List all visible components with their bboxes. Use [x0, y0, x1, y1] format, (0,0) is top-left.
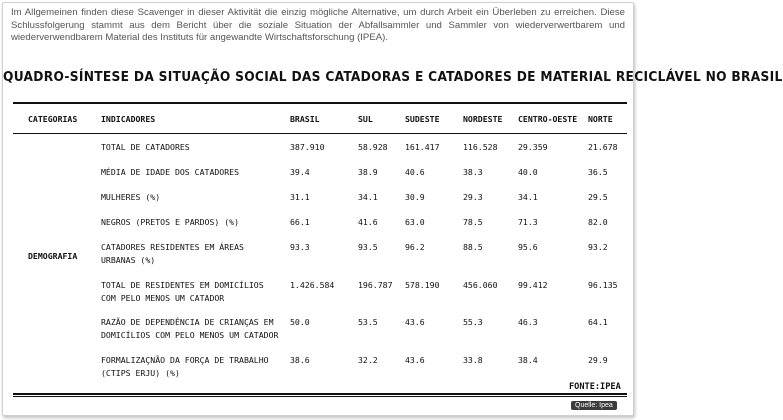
value-cell: 66.1: [290, 217, 310, 227]
value-cell: 39.4: [290, 167, 310, 177]
source-note: FONTE:IPEA: [569, 382, 621, 392]
indicator-label: [101, 354, 269, 380]
indicator-line: NEGROS (PRETOS E PARDOS) (%): [101, 217, 240, 227]
indicator-line: RAZÃO DE DEPENDÊNCIA DE CRIANÇAS EM: [101, 317, 274, 327]
value-cell: 29.359: [518, 142, 548, 152]
value-cell: 78.5: [463, 217, 483, 227]
table-bottom-rule-thin: [13, 396, 627, 397]
value-cell: 88.5: [463, 242, 483, 252]
value-cell: 36.5: [588, 167, 608, 177]
intro-paragraph: Im Allgemeinen finden diese Scavenger in dieser Aktivität die einzig mögliche Alternative, um durch Arbeit ein Überleben zu erreichen. Diese Schlussfolgerung stammt aus dem Bericht über die soziale Situation der Abfallsammler und Sammler von wiederverwertbarem und wiederverwendbarem Material des Instituts für angewandte Wirtschaftsforschung (IPEA).: [11, 7, 625, 44]
value-cell: 40.0: [518, 167, 538, 177]
value-cell: 41.6: [358, 217, 378, 227]
header-sudeste: SUDESTE: [405, 114, 440, 124]
header-indicadores: INDICADORES: [101, 114, 156, 124]
value-cell: 50.0: [290, 317, 310, 327]
value-cell: 196.787: [358, 280, 393, 290]
header-categorias: CATEGORIAS: [28, 114, 78, 124]
value-cell: 38.3: [463, 167, 483, 177]
value-cell: 38.9: [358, 167, 378, 177]
value-cell: 82.0: [588, 217, 608, 227]
indicator-label: [101, 241, 244, 267]
value-cell: 96.2: [405, 242, 425, 252]
value-cell: 29.5: [588, 192, 608, 202]
indicator-line: DOMICÍLIOS COM PELO MENOS UM CATADOR: [101, 330, 279, 340]
value-cell: 96.135: [588, 280, 618, 290]
indicator-line: (CTIPS ERJU) (%): [101, 368, 180, 378]
indicator-label: [101, 166, 239, 179]
value-cell: 99.412: [518, 280, 548, 290]
value-cell: 578.190: [405, 280, 440, 290]
value-cell: 29.9: [588, 355, 608, 365]
value-cell: 456.060: [463, 280, 498, 290]
value-cell: 387.910: [290, 142, 325, 152]
value-cell: 34.1: [358, 192, 378, 202]
indicator-line: COM PELO MENOS UM CATADOR: [101, 293, 225, 303]
value-cell: 46.3: [518, 317, 538, 327]
table-bottom-rule: [13, 393, 627, 395]
table-title: QUADRO-SÍNTESE DA SITUAÇÃO SOCIAL DAS CATADORAS E CATADORES DE MATERIAL RECICLÁVEL NO BRASIL: [3, 69, 783, 85]
image-credit-badge: Quelle: Ipea: [571, 401, 617, 410]
category-demografia: DEMOGRAFIA: [28, 251, 78, 261]
value-cell: 21.678: [588, 142, 618, 152]
value-cell: 30.9: [405, 192, 425, 202]
value-cell: 40.6: [405, 167, 425, 177]
value-cell: 38.4: [518, 355, 538, 365]
indicator-label: [101, 141, 190, 154]
indicator-label: [101, 216, 239, 229]
header-centro-oeste: CENTRO-OESTE: [518, 114, 578, 124]
header-brasil: BRASIL: [290, 114, 320, 124]
indicator-line: MÉDIA DE IDADE DOS CATADORES: [101, 167, 240, 177]
value-cell: 161.417: [405, 142, 440, 152]
header-norte: NORTE: [588, 114, 613, 124]
value-cell: 64.1: [588, 317, 608, 327]
table-top-rule: [13, 102, 627, 104]
indicator-line: TOTAL DE RESIDENTES EM DOMICÍLIOS: [101, 280, 264, 290]
value-cell: 43.6: [405, 355, 425, 365]
figure-frame: [2, 2, 783, 416]
header-nordeste: NORDESTE: [463, 114, 503, 124]
value-cell: 93.5: [358, 242, 378, 252]
value-cell: 33.8: [463, 355, 483, 365]
value-cell: 116.528: [463, 142, 498, 152]
indicator-label: [101, 316, 278, 342]
indicator-label: [101, 279, 264, 305]
indicator-line: CATADORES RESIDENTES EM ÁREAS: [101, 242, 244, 252]
indicator-line: URBANAS (%): [101, 255, 156, 265]
value-cell: 53.5: [358, 317, 378, 327]
value-cell: 34.1: [518, 192, 538, 202]
value-cell: 93.2: [588, 242, 608, 252]
value-cell: 58.928: [358, 142, 388, 152]
value-cell: 55.3: [463, 317, 483, 327]
value-cell: 1.426.584: [290, 280, 335, 290]
value-cell: 29.3: [463, 192, 483, 202]
value-cell: 31.1: [290, 192, 310, 202]
value-cell: 95.6: [518, 242, 538, 252]
indicator-line: FORMALIZAÇNÃO DA FORÇA DE TRABALHO: [101, 355, 269, 365]
indicator-line: MULHERES (%): [101, 192, 161, 202]
value-cell: 71.3: [518, 217, 538, 227]
value-cell: 93.3: [290, 242, 310, 252]
value-cell: 43.6: [405, 317, 425, 327]
indicator-label: [101, 191, 160, 204]
table-header-rule: [13, 133, 627, 134]
header-sul: SUL: [358, 114, 373, 124]
value-cell: 38.6: [290, 355, 310, 365]
indicator-line: TOTAL DE CATADORES: [101, 142, 190, 152]
value-cell: 32.2: [358, 355, 378, 365]
value-cell: 63.0: [405, 217, 425, 227]
